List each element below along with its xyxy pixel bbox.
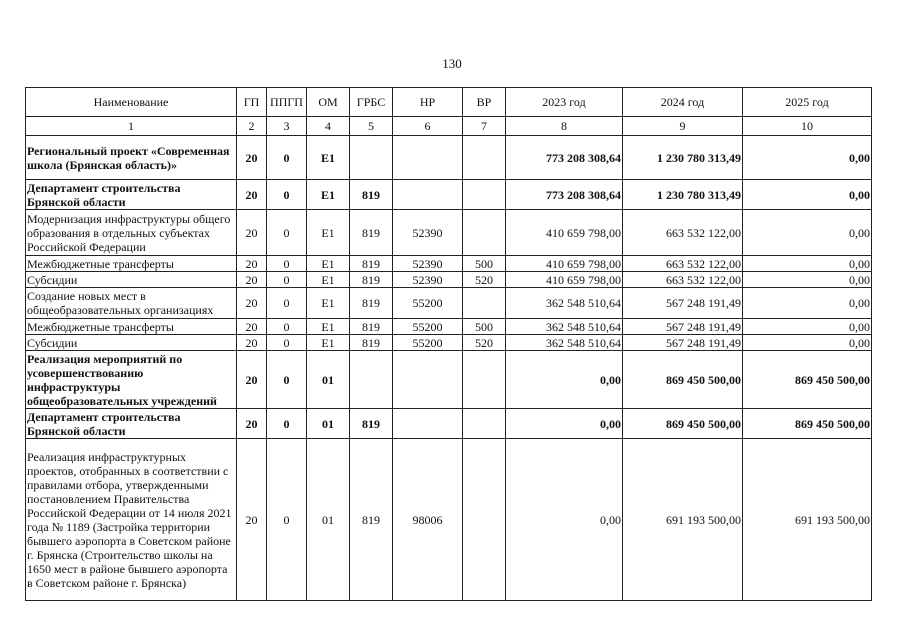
cell-2024: 1 230 780 313,49 [623, 180, 743, 210]
cell-gp: 20 [237, 272, 267, 288]
header-row [26, 88, 872, 117]
cell-2025: 0,00 [743, 288, 872, 319]
column-number: 5 [350, 117, 393, 136]
column-number: 7 [463, 117, 506, 136]
cell-ppgp: 0 [267, 319, 307, 335]
cell-name: Субсидии [26, 272, 237, 288]
cell-vr [463, 136, 506, 180]
column-number: 6 [393, 117, 463, 136]
cell-vr [463, 351, 506, 409]
table-row [26, 210, 872, 256]
cell-vr [463, 288, 506, 319]
table-row [26, 288, 872, 319]
cell-2025: 869 450 500,00 [743, 409, 872, 439]
cell-name: Создание новых мест в общеобразовательных организациях [26, 288, 237, 319]
cell-2023: 410 659 798,00 [506, 256, 623, 272]
cell-2025: 0,00 [743, 180, 872, 210]
cell-grbs [350, 136, 393, 180]
header-2023: 2023 год [506, 88, 623, 117]
page-number: 130 [442, 56, 462, 71]
cell-om: 01 [307, 439, 350, 601]
column-number: 4 [307, 117, 350, 136]
cell-grbs: 819 [350, 256, 393, 272]
cell-2023: 773 208 308,64 [506, 180, 623, 210]
budget-table-body [26, 136, 872, 601]
column-number-row [26, 117, 872, 136]
table-row [26, 180, 872, 210]
cell-nr: 55200 [393, 335, 463, 351]
cell-vr [463, 409, 506, 439]
cell-grbs: 819 [350, 272, 393, 288]
cell-vr [463, 210, 506, 256]
cell-name: Межбюджетные трансферты [26, 319, 237, 335]
cell-nr: 52390 [393, 272, 463, 288]
cell-vr: 520 [463, 335, 506, 351]
budget-table [25, 87, 872, 601]
cell-grbs: 819 [350, 319, 393, 335]
cell-name: Региональный проект «Современная школа (Брянская область)» [26, 136, 237, 180]
cell-name: Департамент строительства Брянской области [26, 409, 237, 439]
cell-gp: 20 [237, 288, 267, 319]
header-2024: 2024 год [623, 88, 743, 117]
cell-ppgp: 0 [267, 180, 307, 210]
cell-2024: 567 248 191,49 [623, 335, 743, 351]
header-gp: ГП [237, 88, 267, 117]
cell-2025: 869 450 500,00 [743, 351, 872, 409]
header-om: ОМ [307, 88, 350, 117]
cell-2025: 0,00 [743, 256, 872, 272]
column-number: 9 [623, 117, 743, 136]
table-row [26, 351, 872, 409]
cell-om: Е1 [307, 256, 350, 272]
cell-gp: 20 [237, 256, 267, 272]
cell-2025: 0,00 [743, 319, 872, 335]
cell-name: Департамент строительства Брянской области [26, 180, 237, 210]
table-row [26, 319, 872, 335]
column-number: 10 [743, 117, 872, 136]
cell-2023: 0,00 [506, 351, 623, 409]
cell-2023: 362 548 510,64 [506, 335, 623, 351]
cell-gp: 20 [237, 439, 267, 601]
cell-2023: 0,00 [506, 439, 623, 601]
cell-vr [463, 439, 506, 601]
cell-om: Е1 [307, 288, 350, 319]
cell-gp: 20 [237, 210, 267, 256]
cell-nr [393, 409, 463, 439]
cell-nr: 55200 [393, 288, 463, 319]
cell-om: Е1 [307, 319, 350, 335]
cell-2024: 663 532 122,00 [623, 210, 743, 256]
cell-om: 01 [307, 351, 350, 409]
cell-grbs [350, 351, 393, 409]
cell-gp: 20 [237, 319, 267, 335]
cell-ppgp: 0 [267, 256, 307, 272]
header-nr: НР [393, 88, 463, 117]
table-row [26, 272, 872, 288]
cell-ppgp: 0 [267, 351, 307, 409]
cell-2023: 362 548 510,64 [506, 288, 623, 319]
header-vr: ВР [463, 88, 506, 117]
cell-vr: 500 [463, 256, 506, 272]
cell-ppgp: 0 [267, 288, 307, 319]
column-number: 3 [267, 117, 307, 136]
cell-name: Субсидии [26, 335, 237, 351]
table-row [26, 439, 872, 601]
cell-2023: 773 208 308,64 [506, 136, 623, 180]
cell-ppgp: 0 [267, 409, 307, 439]
cell-gp: 20 [237, 351, 267, 409]
cell-2024: 1 230 780 313,49 [623, 136, 743, 180]
cell-nr [393, 136, 463, 180]
cell-grbs: 819 [350, 409, 393, 439]
cell-ppgp: 0 [267, 439, 307, 601]
cell-nr: 55200 [393, 319, 463, 335]
cell-grbs: 819 [350, 439, 393, 601]
cell-2024: 691 193 500,00 [623, 439, 743, 601]
cell-2024: 663 532 122,00 [623, 272, 743, 288]
cell-nr: 52390 [393, 256, 463, 272]
cell-2024: 663 532 122,00 [623, 256, 743, 272]
cell-vr [463, 180, 506, 210]
cell-2023: 410 659 798,00 [506, 210, 623, 256]
cell-om: Е1 [307, 180, 350, 210]
table-row [26, 335, 872, 351]
cell-2025: 691 193 500,00 [743, 439, 872, 601]
cell-2024: 869 450 500,00 [623, 351, 743, 409]
cell-om: Е1 [307, 272, 350, 288]
header-2025: 2025 год [743, 88, 872, 117]
cell-ppgp: 0 [267, 272, 307, 288]
column-number: 8 [506, 117, 623, 136]
cell-grbs: 819 [350, 335, 393, 351]
cell-nr [393, 351, 463, 409]
cell-gp: 20 [237, 335, 267, 351]
cell-grbs: 819 [350, 180, 393, 210]
cell-om: Е1 [307, 210, 350, 256]
cell-name: Реализация инфраструктурных проектов, отобранных в соответствии с правилами отбора, утвержденными постановлением Правительства Российской Федерации от 14 июля 2021 года № 1189 (Застройка территории бывшего аэропорта в Советском районе г. Брянска (Строительство школы на 1650 мест в районе бывшего аэропорта в Советском районе г. Брянска) [26, 439, 237, 601]
cell-vr: 500 [463, 319, 506, 335]
cell-2025: 0,00 [743, 272, 872, 288]
cell-2025: 0,00 [743, 335, 872, 351]
cell-grbs: 819 [350, 210, 393, 256]
table-row [26, 136, 872, 180]
column-number: 2 [237, 117, 267, 136]
cell-2025: 0,00 [743, 210, 872, 256]
column-number: 1 [26, 117, 237, 136]
cell-2024: 869 450 500,00 [623, 409, 743, 439]
cell-name: Модернизация инфраструктуры общего образования в отдельных субъектах Российской Федерации [26, 210, 237, 256]
cell-2023: 410 659 798,00 [506, 272, 623, 288]
header-grbs: ГРБС [350, 88, 393, 117]
header-name: Наименование [26, 88, 237, 117]
cell-2023: 362 548 510,64 [506, 319, 623, 335]
cell-ppgp: 0 [267, 335, 307, 351]
cell-gp: 20 [237, 136, 267, 180]
cell-name: Реализация мероприятий по усовершенствованию инфраструктуры общеобразовательных учреждений [26, 351, 237, 409]
cell-gp: 20 [237, 409, 267, 439]
header-ppgp: ППГП [267, 88, 307, 117]
cell-2025: 0,00 [743, 136, 872, 180]
cell-ppgp: 0 [267, 136, 307, 180]
cell-vr: 520 [463, 272, 506, 288]
cell-om: Е1 [307, 136, 350, 180]
cell-om: Е1 [307, 335, 350, 351]
cell-name: Межбюджетные трансферты [26, 256, 237, 272]
cell-grbs: 819 [350, 288, 393, 319]
cell-2024: 567 248 191,49 [623, 288, 743, 319]
cell-nr: 52390 [393, 210, 463, 256]
cell-nr [393, 180, 463, 210]
table-row [26, 409, 872, 439]
cell-om: 01 [307, 409, 350, 439]
cell-ppgp: 0 [267, 210, 307, 256]
cell-gp: 20 [237, 180, 267, 210]
cell-2023: 0,00 [506, 409, 623, 439]
table-row [26, 256, 872, 272]
cell-2024: 567 248 191,49 [623, 319, 743, 335]
cell-nr: 98006 [393, 439, 463, 601]
